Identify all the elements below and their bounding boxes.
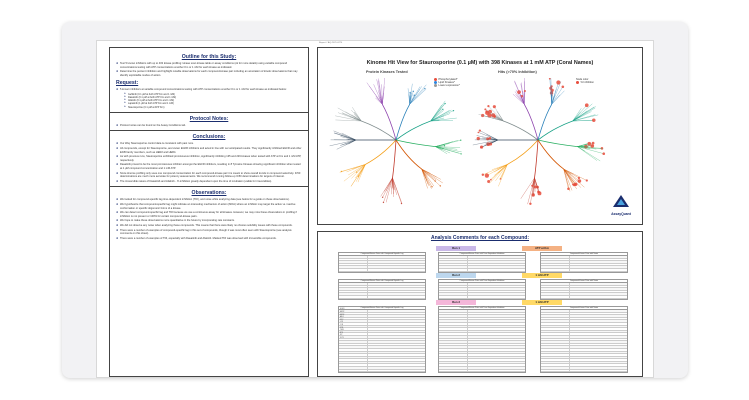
analysis-table (540, 306, 628, 373)
kinase-node (460, 140, 461, 141)
report-id: Report # AQ-2021-0274 (319, 42, 343, 44)
row-label: HER4 (340, 314, 345, 316)
kinome-branch (488, 106, 503, 121)
kinase-node (586, 179, 588, 181)
kinase-node (578, 177, 580, 179)
kinase-node (578, 179, 582, 183)
kinase-node (493, 105, 496, 108)
outline-title: Outline for this Study: (181, 54, 237, 60)
row-label: LCK (340, 322, 344, 324)
kinase-node (529, 203, 531, 205)
bullet-item: ❖ Test 5 known inhibitors with up to 403 kinase profiling: kinase scan kinase table or assay conditions (ok for more details) using variable compound concentrations testing with ATP concentrations at either Km or 1 mM for each kinase as indicated. (116, 62, 302, 69)
table-header: Compound-Kinase Pairs with Noise (541, 307, 627, 310)
bullet-item: ❖ We looked for compound-specific lag time-dependent inhibition (TDI), and noise while analyzing data (see below for a guide on these observations). (116, 198, 302, 202)
kinase-node (401, 203, 402, 204)
kinome-branch (341, 137, 356, 140)
bullet-item: ❖ Since kinome profiling only uses one compound concentration for each compound-kinase pair it is meant to show overall trends in compound selectivity. IC50 determinations are much more accurate for potency assessments. We recommend running follow-up IC50 determinations for targets of interest. (116, 172, 302, 179)
kinome-branch (507, 140, 538, 164)
kinase-node (517, 90, 521, 94)
table-row (339, 370, 425, 373)
kinome-branch (334, 131, 356, 140)
kinome-tree-hits-image (468, 78, 618, 220)
table-row (339, 296, 425, 299)
observations-title: Observations: (191, 190, 227, 197)
kinase-node (431, 186, 432, 187)
kinome-branch (330, 140, 356, 146)
protocol-list (116, 124, 302, 128)
kinase-node (585, 103, 589, 107)
kinome-branch (489, 164, 507, 183)
table-header: Compound-Kinase Pairs with Time-Dependent Inhibition (439, 280, 525, 283)
kinome-branch (340, 140, 356, 146)
kinome-branch (365, 140, 396, 164)
table-row (439, 370, 525, 373)
bullet-item: ❖ The irreversible nature of Dasatinib and Afatinib - % inhibition greatly dependent upon the time of incubation (valide for irreversibles). (116, 180, 302, 184)
viewer-frame (62, 22, 688, 378)
kinome-branch (351, 164, 365, 186)
bullet-item: ❖ Dasatinib (0.1 µM at both ATP Km and 1 mM) (116, 96, 302, 99)
table-row (541, 370, 627, 373)
table-header: Compound-Kinase Pairs with Compound-Specific Lag (339, 253, 425, 256)
kinome-branch (396, 140, 435, 147)
kinase-node (485, 173, 489, 177)
kinase-node (556, 80, 560, 84)
kinase-node (489, 137, 492, 140)
bullet-item: ❖ Staurosporine (0.1 µM at ATP Km) (116, 106, 302, 109)
kinase-node (444, 103, 445, 104)
kinase-node (413, 91, 414, 92)
conclusions-list (116, 142, 302, 183)
request-list (116, 88, 302, 92)
kinome-branch (410, 89, 426, 104)
bullet-item: ❖ There were a number of examples of TDI, especially with Dasatinib and Afatinib. Marked TDI was observed with irreversible compounds. (116, 237, 302, 241)
kinase-node (572, 184, 574, 186)
analysis-table (540, 252, 628, 273)
bullet-item: ❖ Our Way Staurosporine control data is consistent with past runs. (116, 142, 302, 146)
kinase-node (383, 202, 384, 203)
request-sublist (116, 93, 302, 109)
bullet-item: ❖ Gefitinib (0.1 µM at both ATP Km and 1 mM) (116, 93, 302, 96)
bullet-item: ❖ As with previous runs, Staurosporine exhibited promiscuous inhibition, significantly inhibiting 135 and 229 kinases when tested with ATP at Km and 1 mM ATP, respectively. (116, 155, 302, 162)
kinome-branch (382, 95, 383, 104)
kinome-panel (317, 47, 643, 225)
kinome-branch (573, 117, 581, 121)
kinase-node (424, 88, 425, 89)
document-page (96, 40, 654, 378)
kinase-node (453, 110, 454, 111)
conclusions-title: Conclusions: (192, 134, 226, 141)
outline-list (116, 62, 302, 77)
bullet-item: ❖ Lapatinib (1 µM at both ATP Km and 1 mM) (116, 102, 302, 105)
kinome-branch (494, 164, 507, 175)
row-label: ABL1 (340, 317, 344, 319)
analysis-table (338, 252, 426, 273)
kinase-node (479, 129, 481, 131)
bullet-item: ❖ We did not observe any noise when analyzing these compounds. This means that there were likely no obvious solubility issues with these compounds. (116, 224, 302, 228)
row-label: KIT (340, 335, 343, 337)
analysis-table (338, 306, 426, 373)
study-summary-panel (109, 47, 309, 377)
row-label: FYN (340, 327, 344, 329)
kinome-title: Kinome Hit View for Staurosporine (0.1 µM) with 398 Kinases at 1 mM ATP (Coral Names) (366, 60, 594, 66)
table-header: Compound-Kinase Pairs with Compound-Specific Lag (339, 307, 425, 310)
kinase-node (551, 89, 554, 92)
kinase-node (460, 153, 461, 154)
kinase-node (493, 115, 496, 118)
kinome-branch (342, 133, 356, 140)
bullet-item: ❖ We hope to make these observations more quantitative in the future by incorporating rate constants. (116, 219, 302, 223)
kinase-node (590, 144, 594, 148)
table-header: Compound-Kinase Pairs with Compound-Specific Lag (339, 280, 425, 283)
run-band: Run 2 (436, 273, 476, 278)
table-row (541, 296, 627, 299)
divider (110, 112, 308, 113)
kinase-node (562, 85, 565, 88)
bullet-item: ❖ Afatinib (0.1 µM at both ATP Km and 1 mM) (116, 99, 302, 102)
kinome-branch (348, 164, 365, 175)
kinome-branch (538, 140, 577, 147)
row-label: SRC (340, 319, 344, 321)
bullet-item: ❖ There were a number of examples of compound-specific lag in this set of compounds, though it was most often seen with Staurosporine (see analysis comments on this sheet). (116, 229, 302, 236)
kinase-node (538, 191, 542, 195)
bullet-item: ❖ We can detect compound-specific lag and TDI because we use a continuous assay for all kinases. However, we may miss these observations in profiling if inhibition is not present or 100% for certain compound-kinase pairs. (116, 211, 302, 218)
kinase-node (549, 78, 551, 80)
table-row (439, 269, 525, 272)
hits-subtitle: Hits (>70% Inhibition) (498, 70, 537, 74)
kinome-branch (535, 140, 538, 178)
tested-subtitle: Protein Kinases Tested (366, 70, 408, 74)
hits-legend: Node color % Inhibition (576, 78, 594, 85)
row-label: BTK (340, 332, 344, 334)
kinase-node (531, 185, 533, 187)
analysis-table (438, 252, 526, 273)
analysis-panel (317, 231, 643, 377)
kinome-branch (393, 140, 396, 178)
kinome-branch (577, 147, 600, 161)
kinase-node (484, 108, 486, 110)
atp-band: 1 mM ATP (522, 300, 562, 305)
kinase-node (574, 183, 577, 186)
table-header: Compound-Kinase Pairs with Noise (541, 280, 627, 283)
kinase-node (601, 147, 604, 150)
bullet-item: ❖ All compounds, except for Staurosporine, are known EGFR inhibitors and acted in line with our anticipated results. They significantly inhibited EGFR and other ErbB family members, such as HER2 and HER4. (116, 147, 302, 154)
bullet-item: ❖ Determine the percent inhibition and highlight notable observations for each compound-kinase pair including an annotation of kinetic observations that may identify exploitable modes of action. (116, 70, 302, 77)
atp-band: ATP at Km (522, 246, 562, 251)
bullet-item: ❖ Protocol notes can be found on the Assay Conditions tab. (116, 124, 302, 128)
row-label: HER2 (340, 312, 345, 313)
row-label: YES1 (340, 330, 345, 332)
kinase-node (524, 90, 526, 92)
kinome-branch (383, 178, 393, 197)
observations-list (116, 198, 302, 240)
kinase-node (478, 132, 480, 134)
table-header: Compound-Kinase Pairs with Time-Dependent Inhibition (439, 253, 525, 256)
table-header: Compound-Kinase Pairs with Time-Dependent Inhibition (439, 307, 525, 310)
analysis-table (540, 279, 628, 300)
kinase-node (487, 105, 489, 107)
kinase-node (587, 142, 591, 146)
logo-icon (613, 195, 629, 207)
kinase-node (487, 180, 490, 183)
row-label: LYN (340, 324, 343, 326)
analysis-table (438, 279, 526, 300)
run-band: Run 1 (436, 246, 476, 251)
kinome-branch (410, 85, 427, 105)
request-title: Request: (116, 80, 139, 87)
kinome-tree-tested-image (326, 78, 476, 220)
kinase-node (382, 197, 383, 198)
table-header: Compound-Kinase Pairs with Noise (541, 253, 627, 256)
bullet-item: ❖ We hypothesize that compound-specific lag might indicate an interesting mechanism of action (MOA) where an inhibitor may target the active vs. inactive conformation or specific oligomeric forms of a kinase. (116, 203, 302, 210)
protocol-title: Protocol Notes: (189, 115, 229, 122)
kinase-node (434, 180, 435, 181)
kinase-node (440, 185, 441, 186)
table-row (339, 269, 425, 272)
tested-legend: Phosphorylated* Lipid Kinases* Lower expression* (434, 78, 460, 88)
kinome-branch (435, 147, 458, 153)
assayquant-logo: AssayQuant (608, 194, 634, 216)
kinase-node (490, 179, 492, 181)
atp-band: 1 mM ATP (522, 273, 562, 278)
kinase-node (592, 142, 595, 145)
kinase-node (444, 145, 445, 146)
analysis-title: Analysis Comments for each Compound: (430, 235, 530, 241)
kinase-node (480, 146, 483, 149)
divider (110, 186, 308, 187)
kinase-node (442, 109, 443, 110)
table-row (541, 269, 627, 272)
table-row (439, 296, 525, 299)
kinase-node (602, 152, 605, 155)
kinome-branch (344, 164, 365, 181)
analysis-table (438, 306, 526, 373)
bullet-item: ❖ 5 known inhibitors at variable compound concentrations testing with ATP concentrations at either Km or 1 mM for each kinase as indicated below: (116, 88, 302, 92)
bullet-item: ❖ Dasatinib proved to be the most promiscuous inhibitor amongst the EGFR inhibitors, resulting in 8 Tyrosine Kinases showing significant inhibition when tested at 1 µM compound concentration and 1 mM ATP. (116, 163, 302, 170)
analysis-table (338, 279, 426, 300)
kinase-node (414, 94, 415, 95)
kinase-node (592, 119, 595, 122)
row-label: FLT3 (340, 337, 344, 339)
row-label: EGFR (340, 309, 345, 311)
divider (110, 130, 308, 131)
kinome-branch (334, 133, 356, 140)
kinase-node (409, 92, 410, 93)
kinome-branch (393, 178, 402, 204)
kinase-node (482, 174, 484, 176)
run-band: Run 3 (436, 300, 476, 305)
kinome-branch (482, 140, 498, 147)
